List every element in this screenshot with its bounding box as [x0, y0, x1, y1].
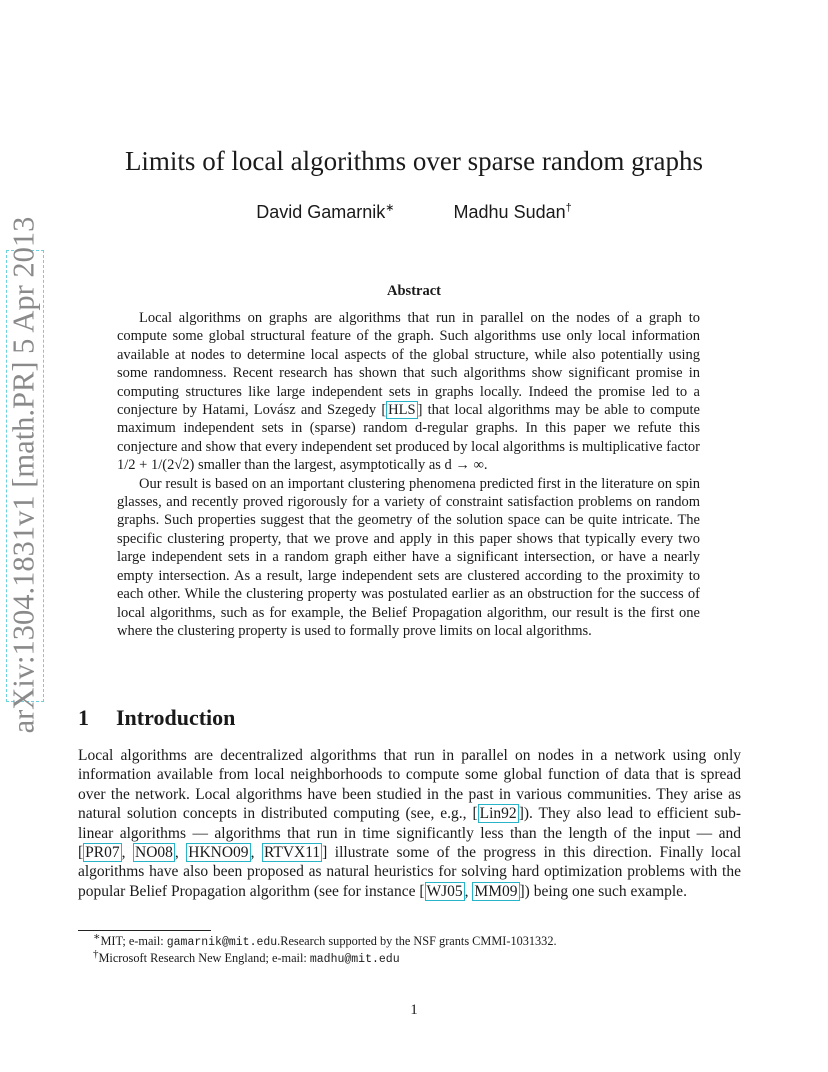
intro-paragraph: Local algorithms are decentralized algorithms that run in parallel on nodes in a network using only information available from local neighborhoods to compute some global function of data that is spread over the network. Local algorithms have been studied in the past in various communities. They arise as natural solution concepts in distributed computing (see, e.g., [ Lin92 ]). They also lead to efficient sub-linear algorithms — algorithms that run in time significantly less than the length of the input — and [ PR07 , NO08 , HKNO09 , RTVX11 ] illustrate some of the progress in this direction. Finally local algorithms have also been proposed as natural heuristics for solving hard optimization problems with the popular Belief Propagation algorithm (see for instance [ WJ05 , MM09 ]) being one such example.: [78, 747, 742, 900]
abstract-body: [117, 309, 700, 640]
section-title: Introduction: [116, 705, 236, 730]
author-list: [0, 202, 828, 223]
email-link[interactable]: gamarnik@mit.edu: [166, 936, 278, 949]
citation-link[interactable]: NO08: [135, 844, 173, 862]
citation-link[interactable]: MM09: [474, 882, 518, 900]
citation-link[interactable]: WJ05: [426, 882, 463, 900]
section-number: 1: [78, 705, 89, 730]
abstract-paragraph-1: Local algorithms on graphs are algorithms that run in parallel on the nodes of a graph to compute some global structural feature of the graph. Such algorithms use only local information available at nodes to determine local aspects of the global structure, while also potentially using some randomness. Recent research has shown that such algorithms show significant promise in computing structures like large independent sets in graphs locally. Indeed the promise led to a conjecture by Hatami, Lovász and Szegedy [ HLS ] that local algorithms may be able to compute maximum independent sets in (sparse) random d-regular graphs. In this paper we refute this conjecture and show that every independent set produced by local algorithms is multiplicative factor 1/2 + 1/(2√2) smaller than the largest, asymptotically as d → ∞.: [117, 310, 700, 474]
intro-body: [78, 746, 741, 901]
section-heading: [78, 705, 235, 731]
arxiv-stamp-text: arXiv:1304.1831v1 [math.PR] 5 Apr 2013: [6, 216, 41, 734]
citation-link[interactable]: HLS: [388, 402, 416, 419]
page-number: 1: [410, 1002, 418, 1018]
footnote-1: ∗MIT; e-mail: gamarnik@mit.edu.Research supported by the NSF grants CMMI-1031332.: [93, 930, 557, 949]
citation-link[interactable]: PR07: [85, 844, 120, 862]
abstract-heading: Abstract: [387, 283, 441, 299]
footnote-2: †Microsoft Research New England; e-mail: madhu@mit.edu: [93, 947, 400, 966]
citation-link[interactable]: RTVX11: [263, 844, 321, 862]
citation-link[interactable]: HKNO09: [188, 844, 249, 862]
author-david-gamarnik: David Gamarnik∗: [256, 202, 395, 222]
email-link[interactable]: madhu@mit.edu: [309, 953, 400, 966]
citation-link[interactable]: Lin92: [479, 805, 517, 823]
paper-title: Limits of local algorithms over sparse random graphs: [124, 146, 704, 176]
abstract-paragraph-2: Our result is based on an important clustering phenomena predicted first in the literature on spin glasses, and recently proved rigorously for a variety of constraint satisfaction problems on random graphs. Such properties suggest that the geometry of the solution space can be quite intricate. The specific clustering property, that we prove and apply in this paper shows that typically every two large independent sets in a random graph either have a significant intersection, or have a nearly empty intersection. As a result, large independent sets are clustered according to the proximity to each other. While the clustering property was postulated earlier as an obstruction for the success of local algorithms, such as for example, the Belief Propagation algorithm, our result is the first one where the clustering property is used to formally prove limits on local algorithms.: [117, 475, 700, 639]
author-madhu-sudan: Madhu Sudan†: [453, 202, 572, 222]
